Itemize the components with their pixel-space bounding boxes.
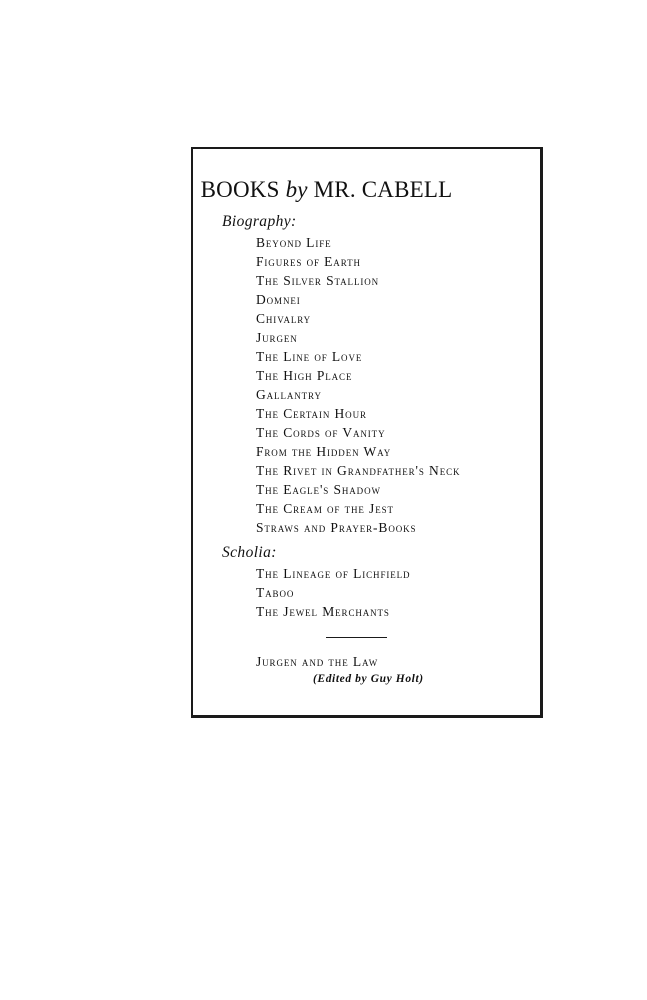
list-item: The Rivet in Grandfather's Neck xyxy=(256,463,461,478)
title-author: MR. CABELL xyxy=(313,177,453,202)
editor-note: (Edited by Guy Holt) xyxy=(313,673,424,685)
title-books: BOOKS xyxy=(200,177,280,202)
list-item: Gallantry xyxy=(256,387,322,402)
list-item: The Line of Love xyxy=(256,349,363,364)
divider xyxy=(326,637,387,638)
biography-heading: Biography: xyxy=(222,213,297,230)
list-item: From the Hidden Way xyxy=(256,444,392,459)
list-item: Chivalry xyxy=(256,311,312,326)
list-item: Domnei xyxy=(256,292,301,307)
list-item: Figures of Earth xyxy=(256,254,361,269)
list-item: The Cream of the Jest xyxy=(256,501,394,516)
extra-book: Jurgen and the Law xyxy=(256,654,379,669)
list-item: The High Place xyxy=(256,368,353,383)
page-title xyxy=(0,177,647,203)
list-item: The Certain Hour xyxy=(256,406,367,421)
list-item: Beyond Life xyxy=(256,235,332,250)
list-item: Taboo xyxy=(256,585,295,600)
list-item: The Jewel Merchants xyxy=(256,604,390,619)
scholia-heading: Scholia: xyxy=(222,544,277,561)
list-item: The Silver Stallion xyxy=(256,273,380,288)
title-by: by xyxy=(285,177,308,202)
list-item: The Cords of Vanity xyxy=(256,425,386,440)
list-item: The Eagle's Shadow xyxy=(256,482,381,497)
list-item: The Lineage of Lichfield xyxy=(256,566,411,581)
list-item: Jurgen xyxy=(256,330,298,345)
list-item: Straws and Prayer-Books xyxy=(256,520,417,535)
